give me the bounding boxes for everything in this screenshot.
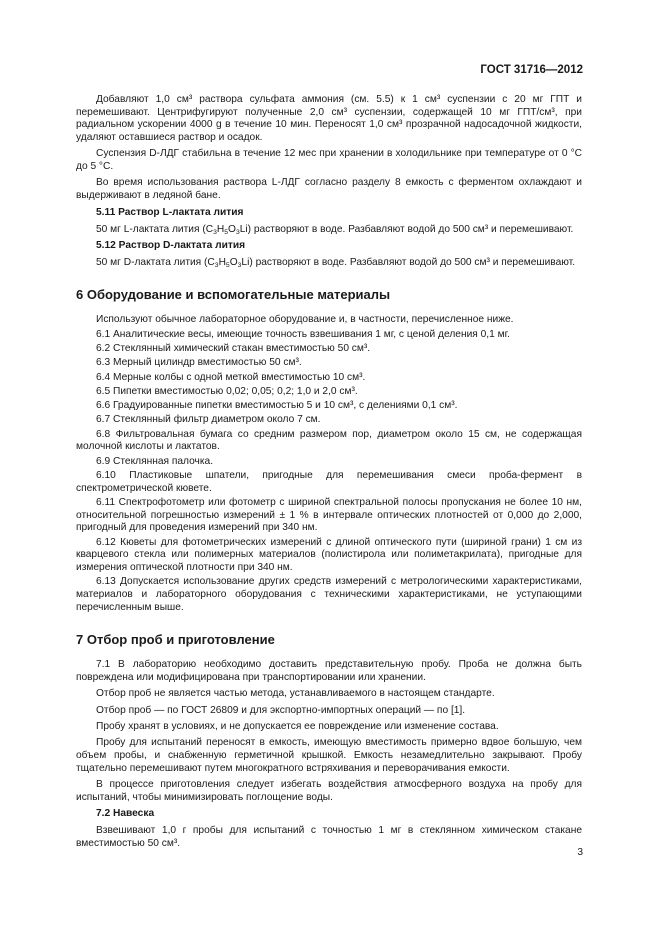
list-item: 6.11 Спектрофотометр или фотометр с шириной спектральной полосы пропускания не более 10 нм, относительной погрешностью измерений ± 1 % в интервале оптических плотностей от 0,000 до 2,000, пригодный для проведения измерений при 340 нм. (76, 497, 582, 534)
list-item: 6.3 Мерный цилиндр вместимостью 50 см³. (96, 357, 302, 369)
subsection-title-7-2: 7.2 Навеска (96, 808, 155, 820)
paragraph: Пробу для испытаний переносят в емкость, имеющую вместимость примерно вдвое большую, чем объем пробы, и снабженную герметичной крышкой. Емкость незамедлительно закрывают. Пробу тщательно перемешивают путем многократного встряхивания и переворачивания емкости. (76, 737, 582, 774)
paragraph: Суспензия D-ЛДГ стабильна в течение 12 мес при хранении в холодильнике при температуре от 0 °C до 5 °C. (76, 148, 582, 173)
section-title-7: 7 Отбор проб и приготовление (76, 631, 275, 647)
list-item: 6.7 Стеклянный фильтр диаметром около 7 см. (96, 414, 321, 426)
paragraph: В процессе приготовления следует избегать воздействия атмосферного воздуха на пробу для испытаний, чтобы минимизировать поглощение воды. (76, 778, 582, 803)
list-item: 6.9 Стеклянная палочка. (96, 455, 214, 467)
paragraph-5-12: 50 мг D-лактата лития $(C_3H_5O_3Li)$ растворяют в воде. Разбавляют водой до 500 см³ и перемешивают. (96, 256, 576, 269)
paragraph: Взвешивают 1,0 г пробы для испытаний с точностью 1 мг в стеклянном химическом стакане вместимостью 50 см³. (76, 824, 582, 849)
list-item: 6.5 Пипетки вместимостью 0,02; 0,05; 0,2; 1,0 и 2,0 см³. (96, 385, 358, 397)
subsection-title-5-12: 5.12 Раствор D-лактата лития (96, 240, 246, 252)
paragraph: Во время использования раствора L-ЛДГ согласно разделу 8 емкость с ферментом охлаждают и выдерживают в ледяной бане. (76, 177, 582, 202)
paragraph-5-11: 50 мг L-лактата лития $(C_3H_5O_3Li)$ растворяют в воде. Разбавляют водой до 500 см³ и перемешивают. (96, 223, 574, 236)
subsection-title-5-11: 5.11 Раствор L-лактата лития (96, 206, 244, 218)
paragraph: Пробу хранят в условиях, и не допускается ее повреждение или изменение состава. (96, 720, 499, 732)
document-header: ГОСТ 31716—2012 (480, 64, 583, 76)
list-item: 6.8 Фильтровальная бумага со средним размером пор, диаметром около 15 см, не содержащая молочной кислоты и лактатов. (76, 428, 582, 453)
list-item: 6.1 Аналитические весы, имеющие точность взвешивания 1 мг, с ценой деления 0,1 мг. (96, 328, 510, 340)
paragraph: Отбор проб не является частью метода, устанавливаемого в настоящем стандарте. (96, 688, 495, 700)
paragraph: Используют обычное лабораторное оборудование и, в частности, перечисленное ниже. (96, 314, 514, 326)
list-item: 6.4 Мерные колбы с одной меткой вместимостью 10 см³. (96, 371, 366, 383)
paragraph: 7.1 В лабораторию необходимо доставить представительную пробу. Проба не должна быть повреждена или модифицирована при транспортировании или хранении. (76, 659, 582, 683)
page-number: 3 (577, 847, 583, 858)
list-item: 6.12 Кюветы для фотометрических измерений с длиной оптического пути (шириной грани) 1 см из кварцевого стекла или полимерных материалов (полистирола или полиметакрилата), пригодные для измерения оптической плотности при 340 нм. (76, 536, 582, 574)
list-item: 6.13 Допускается использование других средств измерений с метрологическими характеристиками, материалов и лабораторного оборудования с техническими характеристиками, не уступающими перечисленным выше. (76, 576, 582, 613)
document-body (76, 94, 582, 854)
paragraph: Добавляют 1,0 см³ раствора сульфата аммония (см. 5.5) к 1 см³ суспензии с 20 мг ГПТ и перемешивают. Центрифугируют полученные 2,0 см³ суспензии, содержащей 10 мг ГПТ/см³, при радиальном ускорении 4000 g в течение 10 мин. Переносят 1,0 см³ прозрачной надосадочной жидкости, удаляют оставшиеся раствор и осадок. (76, 94, 582, 144)
paragraph: Отбор проб — по ГОСТ 26809 и для экспортно-импортных операций — по [1]. (96, 704, 466, 716)
list-item: 6.2 Стеклянный химический стакан вместимостью 50 см³. (96, 342, 371, 354)
list-item: 6.10 Пластиковые шпатели, пригодные для перемешивания смеси проба-фермент в спектрометрической кювете. (76, 470, 582, 494)
section-title-6: 6 Оборудование и вспомогательные материалы (76, 286, 391, 302)
list-item: 6.6 Градуированные пипетки вместимостью 5 и 10 см³, с делениями 0,1 см³. (96, 400, 458, 412)
